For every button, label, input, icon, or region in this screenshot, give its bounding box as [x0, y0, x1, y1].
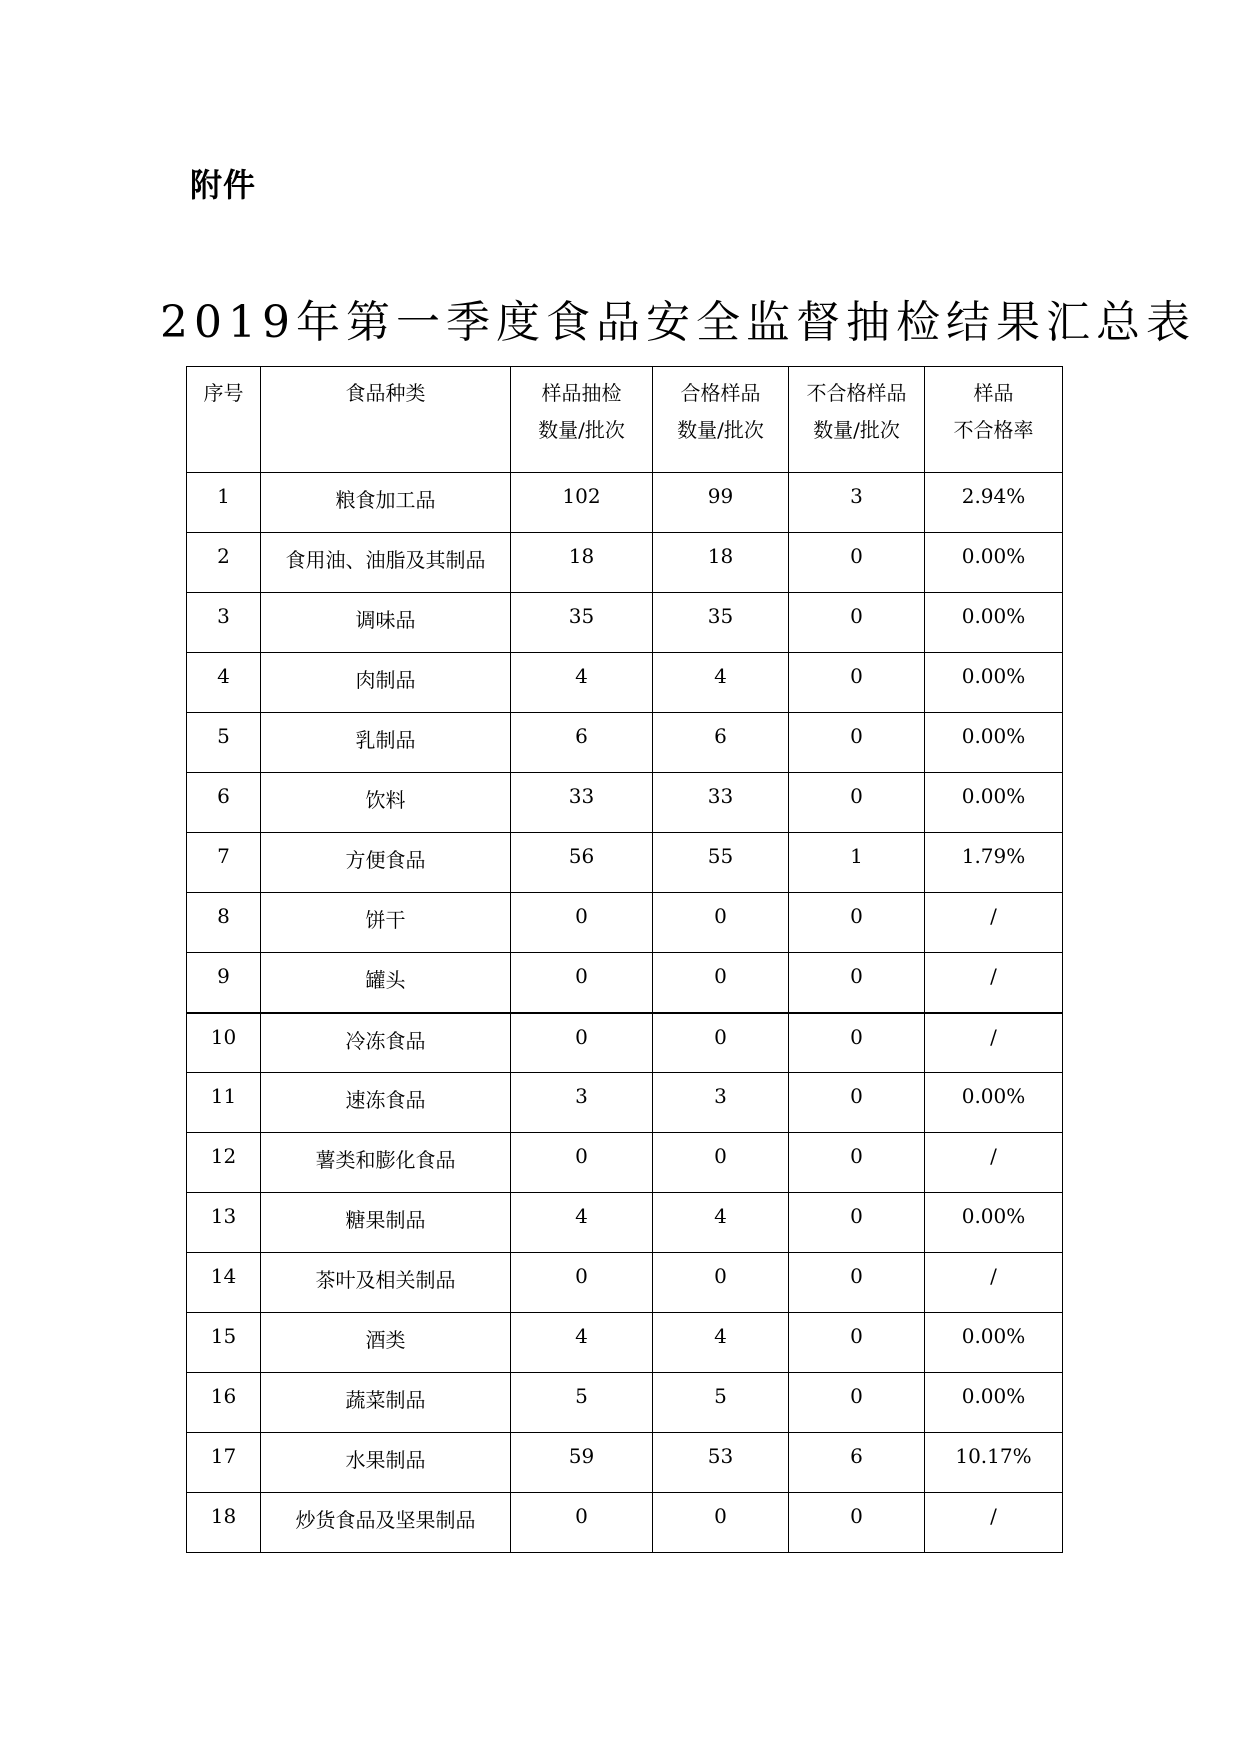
table-row: [187, 533, 1063, 593]
row-number-cell: 3: [187, 593, 261, 653]
row-number-cell: 15: [187, 1313, 261, 1373]
qualified-count-cell: 0: [653, 1493, 789, 1553]
table-body: [187, 473, 1063, 1553]
food-category-cell: 炒货食品及坚果制品: [261, 1493, 511, 1553]
sampled-count-cell: 0: [511, 1253, 653, 1313]
row-number-cell: 11: [187, 1073, 261, 1133]
qualified-count-cell: 55: [653, 833, 789, 893]
unqualified-rate-cell: 0.00%: [925, 773, 1063, 833]
sampled-count-cell: 4: [511, 1313, 653, 1373]
unqualified-count-cell: 0: [789, 1073, 925, 1133]
column-header-rate: 样品 不合格率: [925, 367, 1063, 473]
unqualified-count-cell: 0: [789, 893, 925, 953]
table-row: [187, 1493, 1063, 1553]
unqualified-count-cell: 0: [789, 713, 925, 773]
food-category-cell: 饮料: [261, 773, 511, 833]
unqualified-count-cell: 0: [789, 533, 925, 593]
unqualified-rate-cell: 0.00%: [925, 1373, 1063, 1433]
food-category-cell: 薯类和膨化食品: [261, 1133, 511, 1193]
food-category-cell: 酒类: [261, 1313, 511, 1373]
sampled-count-cell: 35: [511, 593, 653, 653]
table-row: [187, 1133, 1063, 1193]
food-category-cell: 冷冻食品: [261, 1013, 511, 1073]
qualified-count-cell: 4: [653, 653, 789, 713]
table-row: [187, 1073, 1063, 1133]
row-number-cell: 1: [187, 473, 261, 533]
sampled-count-cell: 59: [511, 1433, 653, 1493]
row-number-cell: 6: [187, 773, 261, 833]
qualified-count-cell: 18: [653, 533, 789, 593]
unqualified-rate-cell: /: [925, 893, 1063, 953]
unqualified-rate-cell: 10.17%: [925, 1433, 1063, 1493]
unqualified-rate-cell: /: [925, 1493, 1063, 1553]
sampled-count-cell: 4: [511, 653, 653, 713]
food-category-cell: 茶叶及相关制品: [261, 1253, 511, 1313]
unqualified-count-cell: 6: [789, 1433, 925, 1493]
row-number-cell: 7: [187, 833, 261, 893]
food-category-cell: 速冻食品: [261, 1073, 511, 1133]
sampled-count-cell: 0: [511, 953, 653, 1013]
unqualified-count-cell: 0: [789, 653, 925, 713]
unqualified-rate-cell: 0.00%: [925, 593, 1063, 653]
food-category-cell: 粮食加工品: [261, 473, 511, 533]
row-number-cell: 16: [187, 1373, 261, 1433]
unqualified-count-cell: 0: [789, 1253, 925, 1313]
sampled-count-cell: 0: [511, 1133, 653, 1193]
table-row: [187, 773, 1063, 833]
table-header: [187, 367, 1063, 473]
unqualified-count-cell: 0: [789, 1193, 925, 1253]
column-header-category: 食品种类: [261, 367, 511, 473]
unqualified-rate-cell: 1.79%: [925, 833, 1063, 893]
table-row: [187, 1013, 1063, 1073]
sampled-count-cell: 0: [511, 1493, 653, 1553]
unqualified-rate-cell: 0.00%: [925, 1073, 1063, 1133]
row-number-cell: 10: [187, 1013, 261, 1073]
sampled-count-cell: 102: [511, 473, 653, 533]
qualified-count-cell: 4: [653, 1193, 789, 1253]
food-category-cell: 饼干: [261, 893, 511, 953]
table-row: [187, 833, 1063, 893]
unqualified-rate-cell: /: [925, 953, 1063, 1013]
unqualified-count-cell: 0: [789, 1013, 925, 1073]
unqualified-count-cell: 0: [789, 1313, 925, 1373]
food-category-cell: 糖果制品: [261, 1193, 511, 1253]
sampled-count-cell: 56: [511, 833, 653, 893]
unqualified-count-cell: 0: [789, 1493, 925, 1553]
food-category-cell: 罐头: [261, 953, 511, 1013]
qualified-count-cell: 53: [653, 1433, 789, 1493]
unqualified-rate-cell: 2.94%: [925, 473, 1063, 533]
unqualified-count-cell: 0: [789, 1133, 925, 1193]
row-number-cell: 2: [187, 533, 261, 593]
unqualified-rate-cell: 0.00%: [925, 1193, 1063, 1253]
food-category-cell: 蔬菜制品: [261, 1373, 511, 1433]
row-number-cell: 12: [187, 1133, 261, 1193]
qualified-count-cell: 0: [653, 1013, 789, 1073]
column-header-unqualified: 不合格样品 数量/批次: [789, 367, 925, 473]
table-row: [187, 1253, 1063, 1313]
qualified-count-cell: 0: [653, 1133, 789, 1193]
unqualified-rate-cell: /: [925, 1253, 1063, 1313]
sampled-count-cell: 0: [511, 893, 653, 953]
food-category-cell: 肉制品: [261, 653, 511, 713]
qualified-count-cell: 35: [653, 593, 789, 653]
table-row: [187, 1433, 1063, 1493]
unqualified-count-cell: 0: [789, 593, 925, 653]
table-row: [187, 473, 1063, 533]
qualified-count-cell: 6: [653, 713, 789, 773]
attachment-label: 附件: [190, 166, 257, 204]
unqualified-count-cell: 0: [789, 953, 925, 1013]
sampled-count-cell: 5: [511, 1373, 653, 1433]
table-row: [187, 1313, 1063, 1373]
row-number-cell: 9: [187, 953, 261, 1013]
qualified-count-cell: 3: [653, 1073, 789, 1133]
row-number-cell: 17: [187, 1433, 261, 1493]
table-row: [187, 1193, 1063, 1253]
sampled-count-cell: 4: [511, 1193, 653, 1253]
qualified-count-cell: 5: [653, 1373, 789, 1433]
row-number-cell: 18: [187, 1493, 261, 1553]
document-title: 2019年第一季度食品安全监督抽检结果汇总表: [160, 297, 1196, 348]
unqualified-count-cell: 0: [789, 1373, 925, 1433]
table-row: [187, 653, 1063, 713]
food-category-cell: 乳制品: [261, 713, 511, 773]
results-table: [186, 366, 1063, 1553]
table-row: [187, 713, 1063, 773]
unqualified-rate-cell: 0.00%: [925, 533, 1063, 593]
table-row: [187, 893, 1063, 953]
food-category-cell: 调味品: [261, 593, 511, 653]
qualified-count-cell: 99: [653, 473, 789, 533]
table-row: [187, 953, 1063, 1013]
qualified-count-cell: 0: [653, 953, 789, 1013]
unqualified-rate-cell: /: [925, 1013, 1063, 1073]
row-number-cell: 13: [187, 1193, 261, 1253]
column-header-qualified: 合格样品 数量/批次: [653, 367, 789, 473]
qualified-count-cell: 33: [653, 773, 789, 833]
food-category-cell: 方便食品: [261, 833, 511, 893]
sampled-count-cell: 3: [511, 1073, 653, 1133]
unqualified-count-cell: 0: [789, 773, 925, 833]
sampled-count-cell: 18: [511, 533, 653, 593]
column-header-sampled: 样品抽检 数量/批次: [511, 367, 653, 473]
table-row: [187, 593, 1063, 653]
qualified-count-cell: 0: [653, 893, 789, 953]
row-number-cell: 5: [187, 713, 261, 773]
table-row: [187, 1373, 1063, 1433]
row-number-cell: 4: [187, 653, 261, 713]
qualified-count-cell: 0: [653, 1253, 789, 1313]
qualified-count-cell: 4: [653, 1313, 789, 1373]
unqualified-rate-cell: /: [925, 1133, 1063, 1193]
unqualified-rate-cell: 0.00%: [925, 653, 1063, 713]
column-header-no: 序号: [187, 367, 261, 473]
food-category-cell: 水果制品: [261, 1433, 511, 1493]
unqualified-rate-cell: 0.00%: [925, 1313, 1063, 1373]
sampled-count-cell: 33: [511, 773, 653, 833]
sampled-count-cell: 6: [511, 713, 653, 773]
unqualified-count-cell: 1: [789, 833, 925, 893]
row-number-cell: 14: [187, 1253, 261, 1313]
food-category-cell: 食用油、油脂及其制品: [261, 533, 511, 593]
sampled-count-cell: 0: [511, 1013, 653, 1073]
unqualified-rate-cell: 0.00%: [925, 713, 1063, 773]
row-number-cell: 8: [187, 893, 261, 953]
unqualified-count-cell: 3: [789, 473, 925, 533]
